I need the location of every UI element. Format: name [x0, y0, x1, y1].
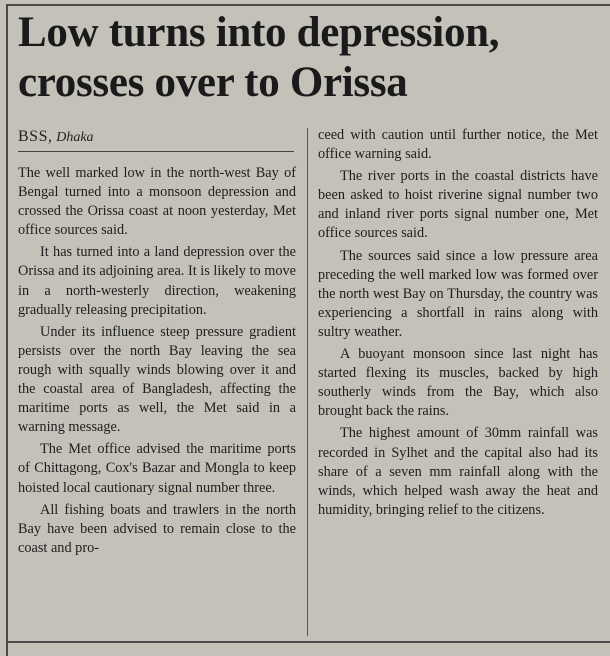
byline	[18, 128, 94, 146]
top-border	[6, 4, 610, 6]
right-paragraph-5: The highest amount of 30mm rainfall was recorded in Sylhet and the capital also had its share of a seven mm rainfall along with the winds, which helped wash away the heat and humidity, bringing relief to the citizens.	[318, 425, 598, 518]
column-divider	[307, 128, 308, 636]
left-paragraph-4: The Met office advised the maritime ports of Chittagong, Cox's Bazar and Mongla to keep hoisted local cautionary signal number three.	[18, 441, 296, 496]
bottom-border	[6, 641, 610, 643]
right-paragraph-2: The river ports in the coastal districts have been asked to hoist riverine signal number two and inland river ports signal number one, Met office sources said.	[318, 168, 598, 242]
right-paragraph-1: ceed with caution until further notice, the Met office warning said.	[318, 127, 598, 163]
left-paragraph-3: Under its influence steep pressure gradient persists over the north Bay leaving the sea rough with squally winds blowing over it and the coastal area of Bangladesh, affecting the maritime ports as well, the Met said in a warning message.	[18, 323, 296, 436]
right-column	[318, 126, 598, 520]
headline	[18, 8, 608, 108]
right-paragraph-3: The sources said since a low pressure area preceding the well marked low was formed over the north west Bay on Thursday, the country was experiencing a shortfall in rains along with sultry weather.	[318, 247, 598, 340]
left-border	[6, 4, 8, 656]
headline-line-1: Low turns into depression,	[18, 9, 500, 56]
left-column	[18, 164, 296, 558]
headline-line-2: crosses over to Orissa	[18, 59, 408, 106]
left-paragraph-2: It has turned into a land depression over the Orissa and its adjoining area. It is likely to move in a north-westerly direction, weakening gradually releasing precipitation.	[18, 244, 296, 318]
byline-agency: BSS,	[18, 128, 53, 145]
byline-place: Dhaka	[56, 130, 94, 145]
left-paragraph-5: All fishing boats and trawlers in the north Bay have been advised to remain close to the coast and pro-	[18, 501, 296, 556]
byline-rule	[18, 151, 294, 152]
right-paragraph-4: A buoyant monsoon since last night has started flexing its muscles, backed by high southerly winds from the Bay, which also brought back the rains.	[318, 346, 598, 420]
left-paragraph-1: The well marked low in the north-west Bay of Bengal turned into a monsoon depression and crossed the Orissa coast at noon yesterday, Met office sources said.	[18, 165, 296, 239]
